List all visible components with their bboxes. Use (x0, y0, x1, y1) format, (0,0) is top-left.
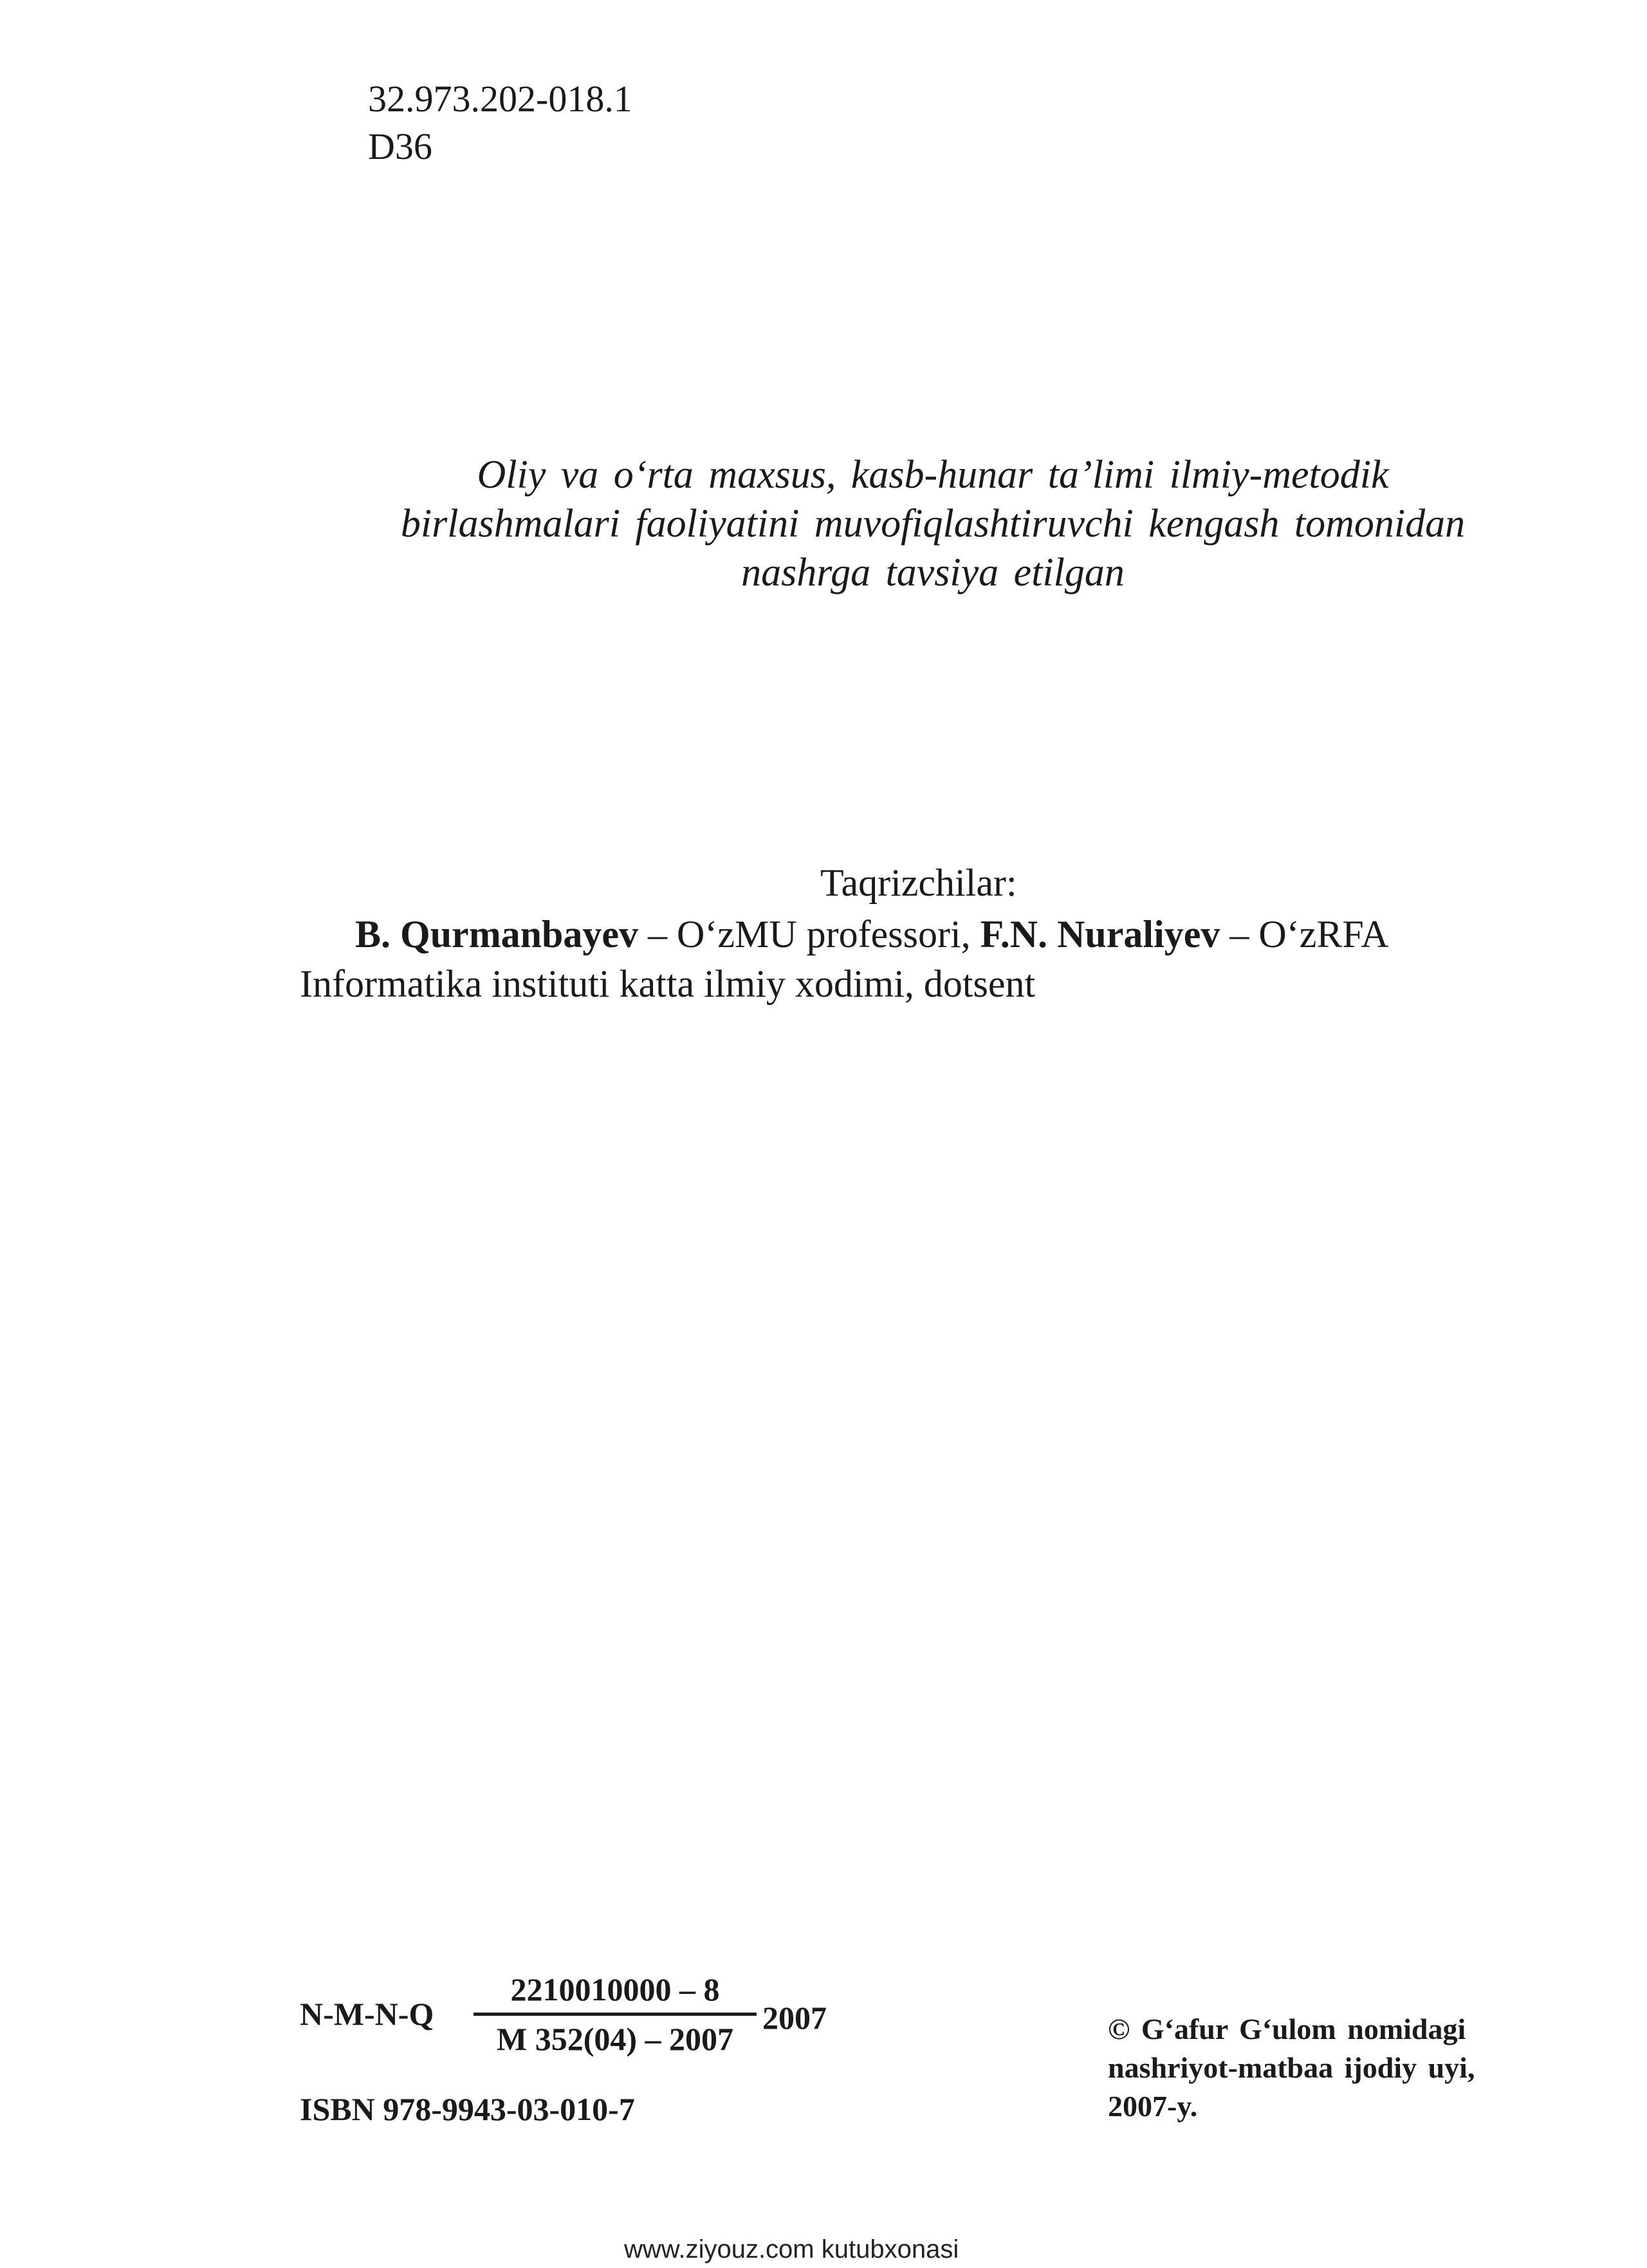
reviewer-role: O‘zRFA (1258, 913, 1389, 955)
reviewer-name: F.N. Nuraliyev (980, 913, 1220, 955)
reviewer-separator: – (1220, 913, 1259, 955)
imprint-year: 2007 (762, 2000, 827, 2036)
reviewer-name: B. Qurmanbayev (355, 913, 639, 955)
author-mark: D36 (368, 125, 432, 167)
copyright-line: 2007-y. (1108, 2090, 1198, 2123)
catalog-fraction (474, 1970, 757, 2058)
reviewer-separator: – (638, 913, 677, 955)
fraction-numerator: 2210010000 – 8 (474, 1970, 757, 2016)
recommendation-line: birlashmalari faoliyatini muvofiqlashtiruvchi kengash tomonidan (400, 502, 1466, 546)
copyright-notice (1108, 2010, 1475, 2126)
bbk-code: 32.973.202-018.1 (368, 78, 632, 120)
footer-source: www.ziyouz.com kutubxonasi (624, 2235, 959, 2263)
reviewer-role: O‘zMU professori, (677, 913, 980, 955)
isbn: ISBN 978-9943-03-010-7 (300, 2091, 635, 2127)
nmnq-prefix: N-M-N-Q (300, 1996, 434, 2032)
reviewers-heading: Taqrizchilar: (820, 862, 1017, 904)
recommendation-line: nashrga tavsiya etilgan (741, 551, 1125, 595)
reviewers-line (355, 910, 1389, 958)
copyright-line: © G‘afur G‘ulom nomidagi (1108, 2013, 1466, 2045)
reviewer-role-continued: Informatika instituti katta ilmiy xodimi, dotsent (300, 963, 1036, 1005)
recommendation-statement (296, 450, 1570, 597)
recommendation-line: Oliy va o‘rta maxsus, kasb-hunar ta’limi ilmiy-metodik (477, 453, 1389, 497)
fraction-denominator: M 352(04) – 2007 (497, 2021, 733, 2057)
copyright-line: nashriyot-matbaa ijodiy uyi, (1108, 2051, 1475, 2084)
